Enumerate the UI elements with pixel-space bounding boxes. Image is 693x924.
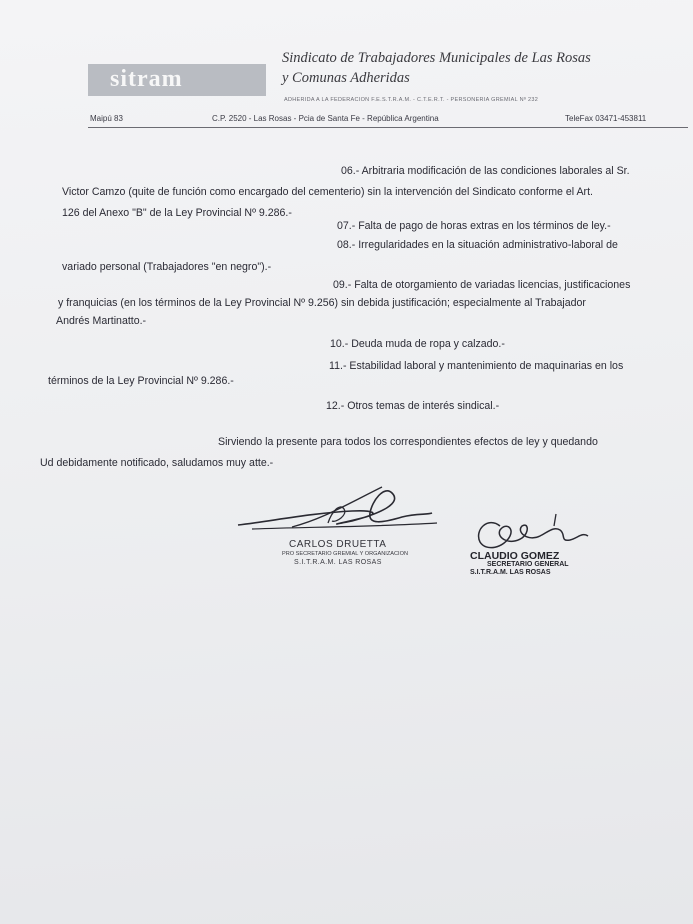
item-07: 07.- Falta de pago de horas extras en los términos de ley.-	[337, 220, 611, 232]
union-name-line1: Sindicato de Trabajadores Municipales de Las Rosas	[282, 50, 591, 66]
item-08-line2: variado personal (Trabajadores "en negro").-	[62, 261, 272, 273]
signer1-role: PRO SECRETARIO GREMIAL Y ORGANIZACION	[282, 551, 408, 557]
item-09-line2: y franquicias (en los términos de la Ley Provincial Nº 9.256) sin debida justificación; especialmente al Trabajador	[58, 297, 586, 309]
address-city: C.P. 2520 - Las Rosas - Pcia de Santa Fe - República Argentina	[212, 114, 439, 123]
item-06-line1: 06.- Arbitraria modificación de las condiciones laborales al Sr.	[341, 165, 630, 177]
closing-line2: Ud debidamente notificado, saludamos muy atte.-	[40, 457, 274, 469]
item-08-line1: 08.- Irregularidades en la situación administrativo-laboral de	[337, 239, 618, 251]
signer1-name: CARLOS DRUETTA	[289, 539, 387, 550]
item-09-line1: 09.- Falta de otorgamiento de variadas licencias, justificaciones	[333, 279, 631, 291]
union-name	[282, 48, 591, 88]
signer2-role: SECRETARIO GENERAL	[487, 561, 569, 568]
item-10: 10.- Deuda muda de ropa y calzado.-	[330, 338, 505, 350]
signer1-org: S.I.T.R.A.M. LAS ROSAS	[294, 559, 382, 566]
union-logo	[88, 64, 266, 96]
address-street: Maipú 83	[90, 114, 123, 123]
logo-text: sitram	[110, 66, 183, 92]
letterhead-divider	[88, 127, 688, 128]
item-06-line3: 126 del Anexo "B" de la Ley Provincial Nº 9.286.-	[62, 207, 292, 219]
union-name-line2: y Comunas Adheridas	[282, 70, 410, 86]
signer2-org: S.I.T.R.A.M. LAS ROSAS	[470, 569, 551, 576]
item-09-line3: Andrés Martinatto.-	[56, 315, 147, 327]
item-11-line1: 11.- Estabilidad laboral y mantenimiento de maquinarias en los	[329, 360, 624, 372]
signer2-name: CLAUDIO GOMEZ	[470, 550, 560, 562]
signature-druetta	[232, 483, 442, 543]
item-06-line2: Victor Camzo (quite de función como encargado del cementerio) sin la intervención del Sindicato conforme el Art.	[62, 186, 593, 198]
closing-line1: Sirviendo la presente para todos los correspondientes efectos de ley y quedando	[218, 436, 598, 448]
item-12: 12.- Otros temas de interés sindical.-	[326, 400, 500, 412]
affiliation-line: ADHERIDA A LA FEDERACION F.E.S.T.R.A.M. - C.T.E.R.T. - PERSONERIA GREMIAL Nº 232	[284, 97, 539, 103]
item-11-line2: términos de la Ley Provincial Nº 9.286.-	[48, 375, 234, 387]
telefax: TeleFax 03471-453811	[565, 114, 647, 123]
